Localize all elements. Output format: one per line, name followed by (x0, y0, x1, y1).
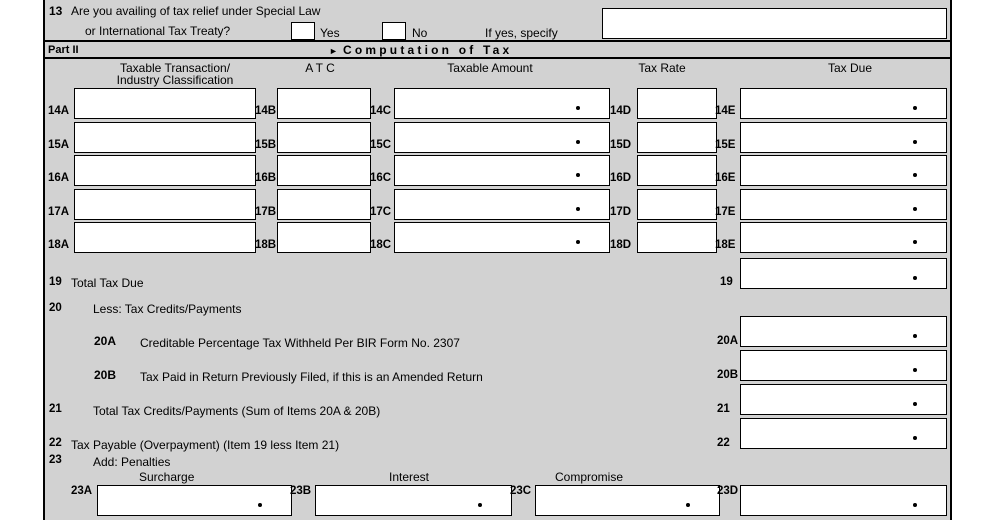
row-label: 14C (370, 105, 392, 117)
specify-label: If yes, specify (485, 26, 558, 40)
taxable-transaction-input[interactable] (74, 88, 256, 119)
tax-rate-input[interactable] (637, 122, 717, 153)
decimal-point (686, 503, 690, 507)
decimal-point (576, 173, 580, 177)
row-label: 17C (370, 205, 392, 218)
atc-input[interactable] (277, 222, 371, 253)
creditable-tax-withheld-input[interactable] (740, 316, 947, 347)
part-divider-bottom (45, 57, 950, 59)
item-23c-label: 23C (510, 485, 532, 497)
interest-header: Interest (389, 470, 430, 484)
decimal-point (913, 173, 917, 177)
row-label: 17A (48, 205, 70, 218)
item-23d-label: 23D (717, 485, 739, 497)
row-label: 17E (715, 205, 736, 218)
row-label: 18A (48, 239, 70, 251)
compromise-header: Compromise (555, 470, 624, 484)
decimal-point (478, 503, 482, 507)
row-label: 18D (610, 239, 632, 251)
tax-due-input[interactable] (740, 155, 947, 186)
total-tax-credits-input[interactable] (740, 384, 947, 415)
item-19-ref: 19 (720, 276, 733, 288)
row-label: 14A (48, 105, 70, 117)
tax-rate-input[interactable] (637, 88, 717, 119)
row-label: 16A (48, 172, 70, 184)
taxable-transaction-input[interactable] (74, 155, 256, 186)
item-13-question-line2: or International Tax Treaty? (85, 24, 231, 38)
tax-due-input[interactable] (740, 88, 947, 119)
row-label: 14B (255, 105, 277, 117)
row-label: 18E (715, 239, 736, 251)
taxable-amount-input[interactable] (394, 189, 610, 220)
tax-rate-input[interactable] (637, 155, 717, 186)
item-20b-ref: 20B (717, 369, 739, 381)
total-tax-due-input[interactable] (740, 258, 947, 289)
col-header-taxable-amount: Taxable Amount (447, 61, 533, 75)
part-label: Part II (48, 44, 79, 56)
arrow-right-icon: ► (329, 46, 338, 56)
specify-input[interactable] (602, 8, 947, 39)
row-label: 16C (370, 172, 392, 184)
taxable-amount-input[interactable] (394, 88, 610, 119)
atc-input[interactable] (277, 122, 371, 153)
col-header-taxable-transaction: Taxable Transaction/ Industry Classification (116, 61, 234, 87)
decimal-point (576, 207, 580, 211)
tax-return-form (43, 0, 952, 520)
item-13-question-line1: Are you availing of tax relief under Special Law (71, 4, 321, 18)
taxable-transaction-input[interactable] (74, 222, 256, 253)
atc-input[interactable] (277, 88, 371, 119)
decimal-point (913, 503, 917, 507)
row-label: 15B (255, 138, 277, 151)
item-22-label: Tax Payable (Overpayment) (Item 19 less Item 21) (71, 438, 340, 452)
row-label: 16B (255, 172, 277, 184)
tax-due-input[interactable] (740, 122, 947, 153)
decimal-point (258, 503, 262, 507)
taxable-amount-input[interactable] (394, 155, 610, 186)
row-label: 16E (715, 172, 736, 184)
item-20a-number: 20A (94, 334, 117, 348)
decimal-point (913, 436, 917, 440)
item-21-ref: 21 (717, 403, 730, 415)
item-19-label: Total Tax Due (71, 276, 144, 290)
decimal-point (913, 276, 917, 280)
tax-rate-input[interactable] (637, 222, 717, 253)
item-20-label: Less: Tax Credits/Payments (93, 302, 242, 316)
decimal-point (913, 402, 917, 406)
compromise-input[interactable] (535, 485, 720, 516)
surcharge-header: Surcharge (139, 470, 195, 484)
taxable-amount-input[interactable] (394, 122, 610, 153)
row-label: 15C (370, 138, 392, 151)
row-label: 15E (715, 138, 736, 151)
decimal-point (576, 140, 580, 144)
row-label: 15D (610, 138, 632, 151)
item-22-ref: 22 (717, 437, 730, 449)
row-label: 14E (715, 105, 736, 117)
decimal-point (913, 240, 917, 244)
item-20a-ref: 20A (717, 335, 739, 347)
tax-paid-previously-input[interactable] (740, 350, 947, 381)
row-label: 17B (255, 205, 277, 218)
tax-due-input[interactable] (740, 189, 947, 220)
surcharge-input[interactable] (97, 485, 292, 516)
row-label: 14D (610, 105, 632, 117)
item-20-number: 20 (49, 302, 62, 314)
no-checkbox[interactable] (382, 22, 406, 40)
col-header-tax-due: Tax Due (827, 61, 873, 75)
decimal-point (913, 106, 917, 110)
yes-checkbox[interactable] (291, 22, 315, 40)
item-21-label: Total Tax Credits/Payments (Sum of Items 20A & 20B) (93, 404, 381, 418)
atc-input[interactable] (277, 189, 371, 220)
row-label: 15A (48, 138, 70, 151)
item-21-number: 21 (49, 403, 62, 415)
tax-payable-input[interactable] (740, 418, 947, 449)
tax-due-input[interactable] (740, 222, 947, 253)
taxable-transaction-input[interactable] (74, 189, 256, 220)
row-label: 17D (610, 205, 632, 218)
taxable-amount-input[interactable] (394, 222, 610, 253)
decimal-point (913, 334, 917, 338)
item-20b-label: Tax Paid in Return Previously Filed, if this is an Amended Return (140, 370, 483, 384)
item-23a-label: 23A (71, 485, 93, 497)
item-22-number: 22 (49, 437, 62, 449)
atc-input[interactable] (277, 155, 371, 186)
item-23b-label: 23B (290, 485, 312, 497)
item-20a-label: Creditable Percentage Tax Withheld Per BIR Form No. 2307 (140, 336, 460, 350)
decimal-point (913, 207, 917, 211)
item-20b-number: 20B (94, 368, 117, 382)
decimal-point (913, 140, 917, 144)
interest-input[interactable] (315, 485, 512, 516)
col-header-atc: A T C (305, 61, 335, 75)
row-label: 16D (610, 172, 632, 184)
decimal-point (576, 240, 580, 244)
yes-label: Yes (320, 26, 340, 40)
decimal-point (576, 106, 580, 110)
total-penalties-input[interactable] (740, 485, 947, 516)
col-header-tax-rate: Tax Rate (638, 61, 686, 75)
part-divider-top (45, 40, 950, 42)
decimal-point (913, 368, 917, 372)
part-title: Computation of Tax (343, 43, 513, 57)
row-label: 18C (370, 239, 392, 251)
row-label: 18B (255, 239, 277, 251)
item-19-number: 19 (49, 276, 62, 288)
item-23-label: Add: Penalties (93, 455, 171, 469)
item-23-number: 23 (49, 454, 62, 466)
tax-rate-input[interactable] (637, 189, 717, 220)
item-13-number: 13 (49, 4, 63, 18)
taxable-transaction-input[interactable] (74, 122, 256, 153)
no-label: No (412, 26, 428, 40)
